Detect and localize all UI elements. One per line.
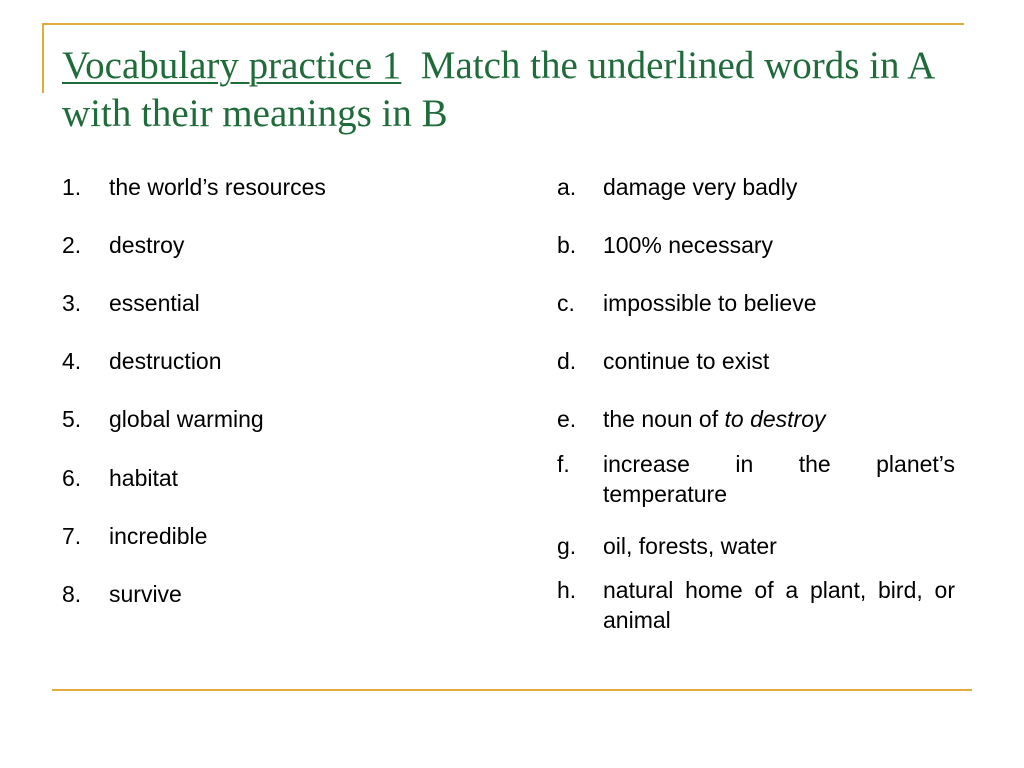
item-number: 3.: [62, 290, 82, 316]
list-item-b-a: [557, 172, 955, 202]
list-item-a-4: [62, 346, 222, 376]
item-text: continue to exist: [603, 348, 770, 374]
item-number: 4.: [62, 348, 82, 374]
item-number: 7.: [62, 523, 82, 549]
item-text-wrapper: [603, 404, 955, 434]
list-item-a-2: [62, 230, 184, 260]
item-letter: c.: [557, 290, 575, 316]
item-text: essential: [109, 290, 200, 316]
item-letter: a.: [557, 174, 577, 200]
item-number: 8.: [62, 581, 82, 607]
item-letter: d.: [557, 348, 577, 374]
item-text: global warming: [109, 406, 264, 432]
left-accent-line: [42, 23, 44, 93]
item-letter: h.: [557, 577, 577, 603]
item-letter: b.: [557, 232, 577, 258]
item-text: damage very badly: [603, 174, 798, 200]
item-text: destruction: [109, 348, 222, 374]
item-number: 1.: [62, 174, 82, 200]
list-item-b-e: [557, 404, 955, 434]
list-item-b-h: [557, 575, 955, 635]
item-letter: f.: [557, 451, 570, 477]
item-text: the noun of: [603, 406, 725, 432]
list-item-a-8: [62, 579, 182, 609]
title-instruction: Match the underlined words in A with their meanings in B: [62, 44, 934, 135]
item-number: 2.: [62, 232, 82, 258]
item-text: 100% necessary: [603, 232, 774, 258]
item-number: 5.: [62, 406, 82, 432]
list-item-a-3: [62, 288, 200, 318]
list-item-a-5: [62, 404, 264, 434]
item-letter: g.: [557, 533, 577, 559]
list-item-b-g: [557, 531, 955, 561]
item-text: increase in the planet’s temperature: [603, 451, 955, 507]
item-letter: e.: [557, 406, 577, 432]
item-text: the world’s resources: [109, 174, 326, 200]
item-text: impossible to believe: [603, 290, 817, 316]
list-item-b-b: [557, 230, 955, 260]
top-accent-line: [42, 23, 964, 25]
slide-title: [62, 42, 972, 138]
item-text: natural home of a plant, bird, or animal: [603, 577, 955, 633]
bottom-accent-line: [52, 689, 972, 691]
item-text: destroy: [109, 232, 185, 258]
item-text: oil, forests, water: [603, 533, 777, 559]
item-text: survive: [109, 581, 182, 607]
list-item-b-c: [557, 288, 955, 318]
list-item-a-1: [62, 172, 326, 202]
item-text: habitat: [109, 465, 179, 491]
list-item-b-f: [557, 449, 955, 509]
item-number: 6.: [62, 465, 82, 491]
item-text: incredible: [109, 523, 208, 549]
list-item-a-7: [62, 521, 207, 551]
list-item-a-6: [62, 463, 178, 493]
item-text-italic: to destroy: [724, 406, 826, 432]
title-underlined-part: Vocabulary practice 1: [62, 44, 402, 87]
list-item-b-d: [557, 346, 955, 376]
